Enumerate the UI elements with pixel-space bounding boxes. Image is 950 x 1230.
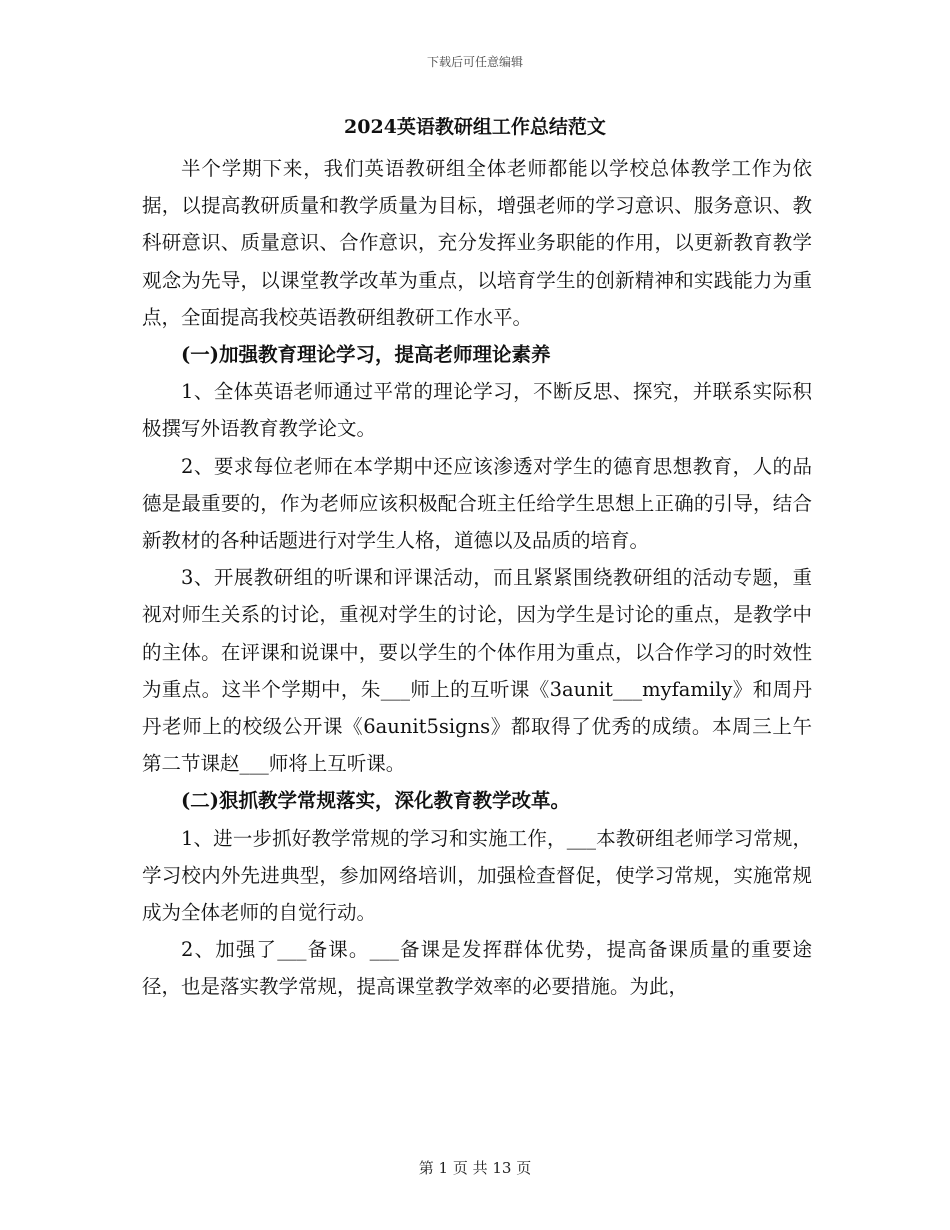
paragraph-1-1: 1、全体英语老师通过平常的理论学习，不断反思、探究，并联系实际积极撰写外语教育教学论文。	[142, 380, 812, 441]
document-title: 2024英语教研组工作总结范文	[344, 116, 606, 138]
document-body	[142, 150, 812, 1006]
paragraph-1-2: 2、要求每位老师在本学期中还应该渗透对学生的德育思想教育，人的品德是最重要的，作为老师应该积极配合班主任给学生思想上正确的引导，结合新教材的各种话题进行对学生人格，道德以及品质的培育。	[142, 454, 812, 553]
section-heading-1: (一)加强教育理论学习，提高老师理论素养	[181, 343, 551, 367]
paragraph-2-2: 2、加强了___备课。___备课是发挥群体优势，提高备课质量的重要途径，也是落实教学常规，提高课堂教学效率的必要措施。为此，	[142, 938, 812, 999]
page-header-note: 下载后可任意编辑	[426, 55, 523, 69]
page-footer-number: 第 1 页 共 13 页	[418, 1159, 532, 1177]
paragraph-2-1: 1、进一步抓好教学常规的学习和实施工作，___本教研组老师学习常规，学习校内外先进典型，参加网络培训，加强检查督促，使学习常规，实施常规成为全体老师的自觉行动。	[142, 826, 812, 925]
section-heading-2: (二)狠抓教学常规落实，深化教育教学改革。	[181, 789, 570, 813]
paragraph-intro: 半个学期下来，我们英语教研组全体老师都能以学校总体教学工作为依据，以提高教研质量和教学质量为目标，增强老师的学习意识、服务意识、教科研意识、质量意识、合作意识，充分发挥业务职能的作用，以更新教育教学观念为先导，以课堂教学改革为重点，以培育学生的创新精神和实践能力为重点，全面提高我校英语教研组教研工作水平。	[142, 157, 812, 329]
paragraph-1-3: 3、开展教研组的听课和评课活动，而且紧紧围绕教研组的活动专题，重视对师生关系的讨论，重视对学生的讨论，因为学生是讨论的重点，是教学中的主体。在评课和说课中，要以学生的个体作用为重点，以合作学习的时效性为重点。这半个学期中，朱___师上的互听课《3aunit___myfamily》和周丹丹老师上的校级公开课《6aunit5signs》都取得了优秀的成绩。本周三上午第二节课赵___师将上互听课。	[142, 566, 812, 776]
